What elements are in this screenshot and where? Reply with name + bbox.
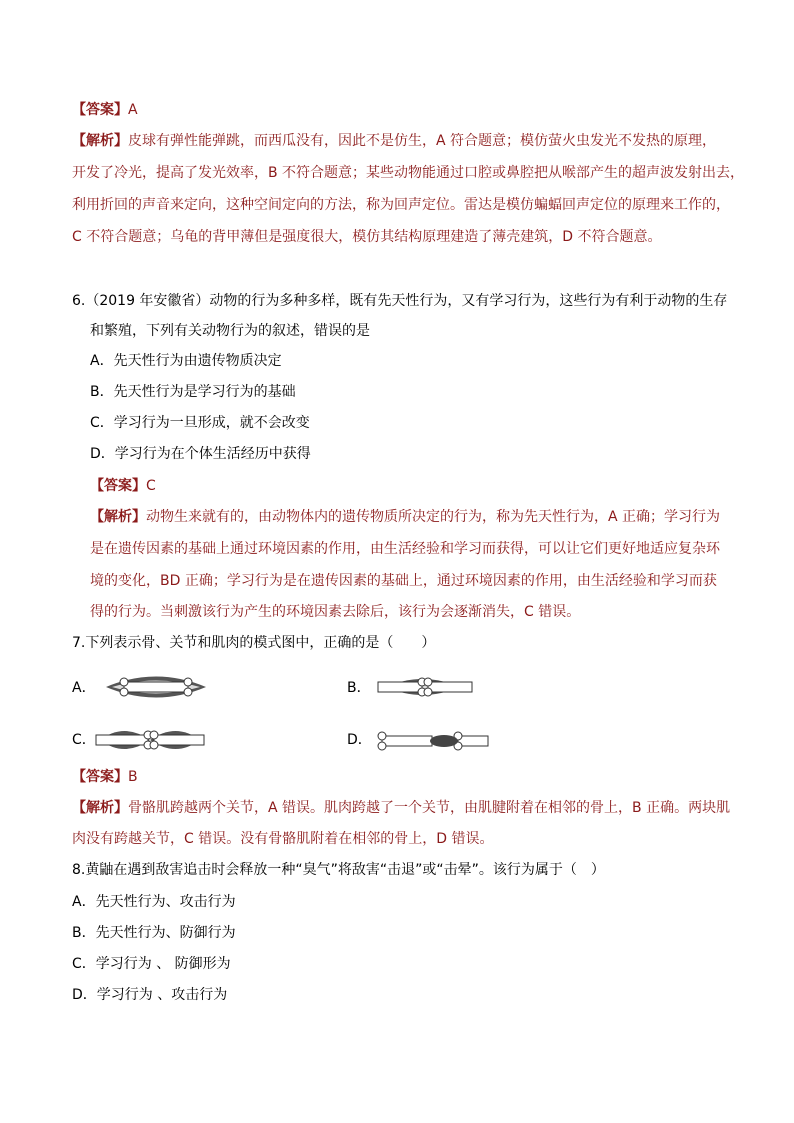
- analysis-text: 动物生来就有的，由动物体内的遗传物质所决定的行为，称为先天性行为，A 正确；学习行为: [146, 509, 721, 525]
- bone-right: [154, 735, 204, 745]
- analysis-text: 骨骼肌跨越两个关节，A 错误。肌肉跨越了一个关节，由肌腱附着在相邻的骨上，B 正确。两块肌: [128, 800, 731, 816]
- answer-tag: 【答案】: [90, 478, 146, 494]
- analysis-text: 皮球有弹性能弹跳，而西瓜没有，因此不是仿生，A 符合题意；模仿萤火虫发光不发热的原理，: [128, 133, 717, 149]
- bone-end: [378, 742, 386, 750]
- q6-option-c: C．学习行为一旦形成，就不会改变: [90, 415, 310, 431]
- q7-analysis-line-2: 肉没有跨越关节，C 错误。没有骨骼肌附着在相邻的骨上，D 错误。: [72, 831, 494, 847]
- q7-analysis-line-1: [72, 799, 730, 817]
- q7-answer-line: [72, 768, 138, 786]
- analysis-tag: 【解析】: [72, 800, 128, 816]
- bone-end: [120, 688, 128, 696]
- bone-end: [150, 741, 158, 749]
- q5-analysis-line-4: C 不符合题意；乌龟的背甲薄但是强度很大，模仿其结构原理建造了薄壳建筑，D 不符合题意。: [72, 229, 662, 245]
- q5-analysis-line-2: 开发了冷光，提高了发光效率，B 不符合题意；某些动物能通过口腔或鼻腔把从喉部产生的超声波发射出去，: [72, 165, 745, 181]
- answer-value: B: [128, 769, 138, 785]
- answer-value: A: [128, 102, 138, 118]
- bone-left: [96, 735, 148, 745]
- bone-end: [378, 732, 386, 740]
- analysis-tag: 【解析】: [72, 133, 128, 149]
- bone-right: [458, 736, 488, 746]
- q7-option-c-diagram: [94, 720, 206, 760]
- bone-end: [184, 688, 192, 696]
- answer-tag: 【答案】: [72, 102, 128, 118]
- q6-answer-line: [90, 477, 156, 495]
- q8-option-d: D．学习行为 、攻击行为: [72, 987, 228, 1003]
- answer-value: C: [146, 478, 156, 494]
- answer-tag: 【答案】: [72, 769, 128, 785]
- bone-shape: [124, 682, 188, 692]
- q6-stem-line-2: 和繁殖，下列有关动物行为的叙述，错误的是: [90, 323, 370, 339]
- bone-end: [184, 678, 192, 686]
- q6-option-a: A．先天性行为由遗传物质决定: [90, 353, 282, 369]
- q7-option-d-label: D．: [347, 732, 372, 748]
- q8-option-c: C．学习行为 、 防御形为: [72, 956, 231, 972]
- bone-left: [378, 682, 422, 692]
- q6-analysis-line-2: 是在遗传因素的基础上通过环境因素的作用，由生活经验和学习而获得，可以让它们更好地适应复杂环: [90, 541, 720, 557]
- q8-option-a: A．先天性行为、攻击行为: [72, 894, 236, 910]
- bone-end: [424, 678, 432, 686]
- q5-analysis-line-1: [72, 132, 716, 150]
- q8-stem: 8.黄鼬在遇到敌害追击时会释放一种“臭气”将敌害“击退”或“击晕”。该行为属于（ ）: [72, 862, 605, 878]
- q6-analysis-line-3: 境的变化，BD 正确；学习行为是在遗传因素的基础上，通过环境因素的作用，由生活经验和学习而获: [90, 573, 717, 589]
- q6-analysis-line-4: 得的行为。当刺激该行为产生的环境因素去除后，该行为会逐渐消失，C 错误。: [90, 604, 581, 620]
- q6-stem-line-1: 6.（2019 年安徽省）动物的行为多种多样，既有先天性行为，又有学习行为，这些行为有利于动物的生存: [72, 293, 728, 309]
- q7-option-b-label: B．: [347, 680, 371, 696]
- q5-analysis-line-3: 利用折回的声音来定向，这种空间定向的方法，称为回声定位。雷达是模仿蝙蝠回声定位的原理来工作的，: [72, 197, 730, 213]
- q6-option-b: B．先天性行为是学习行为的基础: [90, 384, 296, 400]
- bone-end: [150, 731, 158, 739]
- q6-option-d: D．学习行为在个体生活经历中获得: [90, 446, 311, 462]
- bone-end: [424, 688, 432, 696]
- q7-stem: 7.下列表示骨、关节和肌肉的模式图中，正确的是（ ）: [72, 635, 436, 651]
- q6-analysis-line-1: [90, 508, 720, 526]
- muscle-shape: [430, 735, 458, 747]
- analysis-tag: 【解析】: [90, 509, 146, 525]
- bone-end: [120, 678, 128, 686]
- q7-option-a-label: A．: [72, 680, 96, 696]
- bone-right: [428, 682, 472, 692]
- q7-option-d-diagram: [374, 726, 494, 756]
- q7-option-c-label: C．: [72, 732, 96, 748]
- q7-option-a-diagram: [100, 668, 212, 706]
- q5-answer-line: [72, 101, 138, 119]
- q7-option-b-diagram: [372, 670, 478, 704]
- bone-left: [382, 736, 432, 746]
- q8-option-b: B．先天性行为、防御行为: [72, 925, 236, 941]
